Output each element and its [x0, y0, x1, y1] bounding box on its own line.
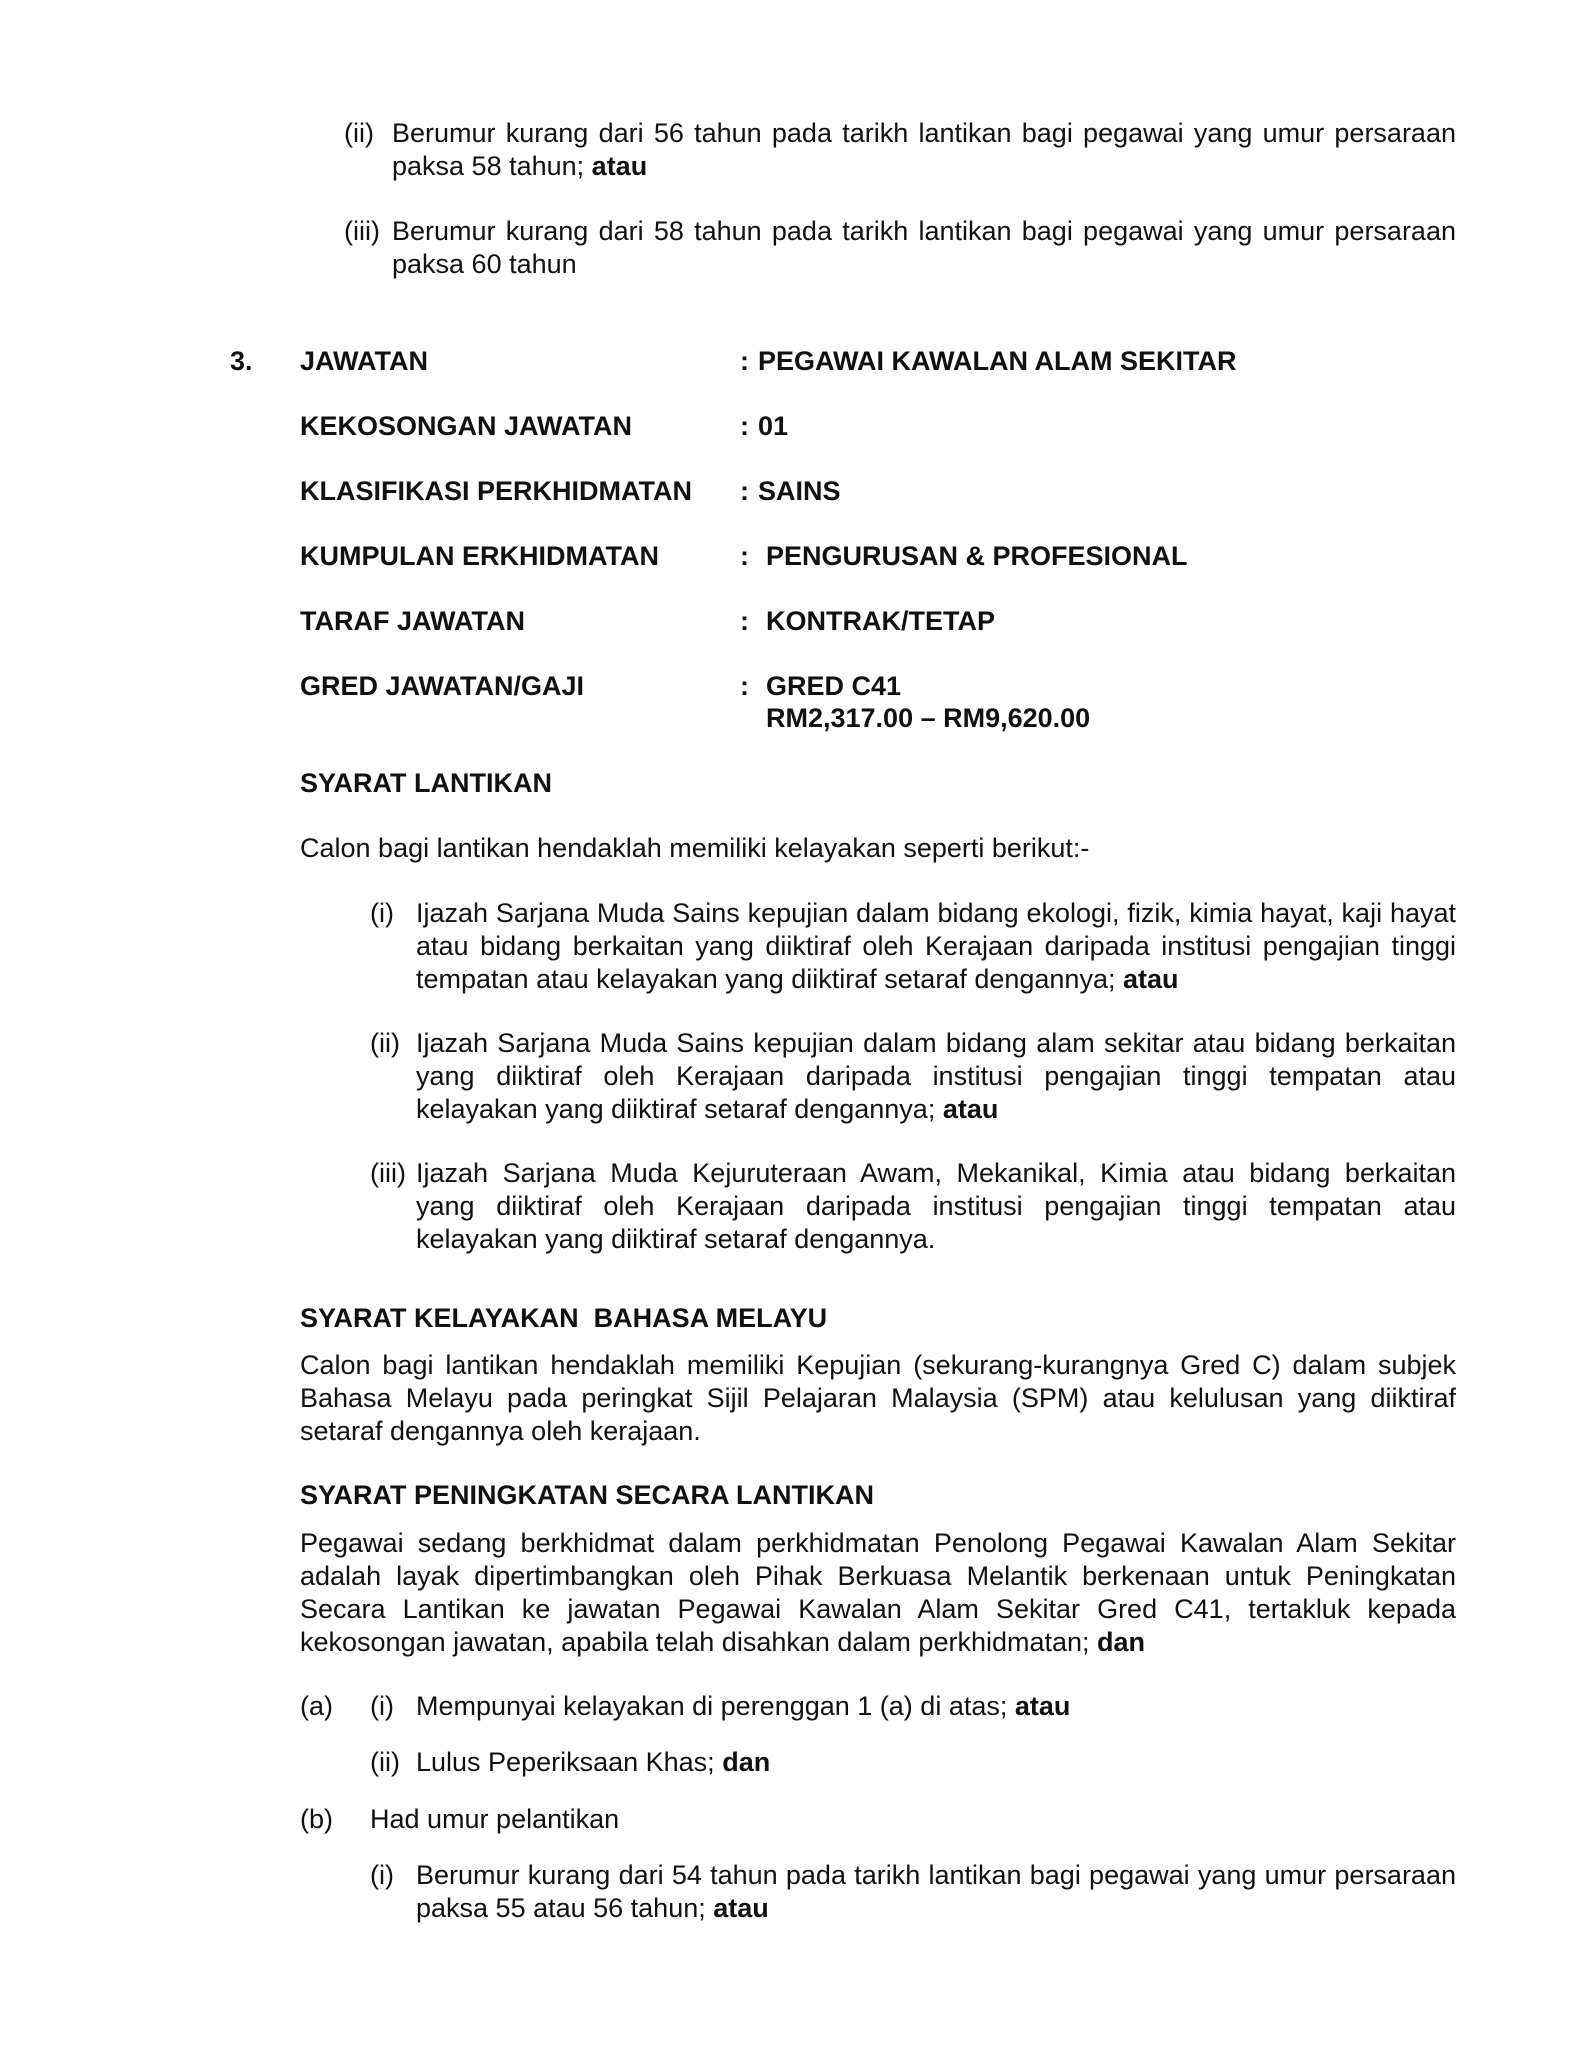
- list-item-text: [416, 1746, 770, 1779]
- list-item-body: Berumur kurang dari 54 tahun pada tarikh lantikan bagi pegawai yang umur persaraan paksa 55 atau 56 tahun;: [416, 1860, 1456, 1923]
- section-heading: SYARAT LANTIKAN: [300, 768, 553, 798]
- field-colon: :: [740, 606, 749, 636]
- field-value-gaji: RM2,317.00 – RM9,620.00: [766, 703, 1091, 733]
- list-item-text: [392, 117, 1456, 183]
- list-item-text: Had umur pelantikan: [370, 1804, 620, 1834]
- field-colon: :: [740, 541, 749, 571]
- list-marker: (i): [370, 898, 394, 928]
- list-item-connector: atau: [942, 1094, 999, 1124]
- list-marker: (ii): [370, 1747, 400, 1777]
- list-item-body: Ijazah Sarjana Muda Sains kepujian dalam bidang alam sekitar atau bidang berkaitan yang diiktiraf oleh Kerajaan daripada institusi pengajian tinggi tempatan atau kelayakan yang diiktiraf setaraf dengannya;: [416, 1028, 1456, 1124]
- paragraph-connector: dan: [1097, 1627, 1146, 1657]
- section-paragraph: Calon bagi lantikan hendaklah memiliki Kepujian (sekurang-kurangnya Gred C) dalam subjek Bahasa Melayu pada peringkat Sijil Pelajaran Malaysia (SPM) atau kelulusan yang diiktiraf setaraf dengannya oleh kerajaan.: [300, 1350, 1456, 1446]
- list-item-body: Berumur kurang dari 58 tahun pada tarikh lantikan bagi pegawai yang umur persaraan paksa 60 tahun: [392, 216, 1456, 279]
- section-heading: SYARAT PENINGKATAN SECARA LANTIKAN: [300, 1480, 875, 1510]
- list-marker: (i): [370, 1691, 394, 1721]
- list-item-body: Ijazah Sarjana Muda Sains kepujian dalam bidang ekologi, fizik, kimia hayat, kaji hayat atau bidang berkaitan yang diiktiraf oleh Kerajaan daripada institusi pengajian tinggi tempatan atau kelayakan yang diiktiraf setaraf dengannya;: [416, 898, 1456, 994]
- list-item-text: [416, 1690, 1070, 1723]
- list-item-text: [416, 1027, 1456, 1126]
- field-colon: :: [740, 476, 749, 506]
- list-item-body: Lulus Peperiksaan Khas;: [416, 1747, 715, 1777]
- field-value-klasifikasi: SAINS: [758, 476, 841, 506]
- field-colon: :: [740, 671, 749, 701]
- list-marker: (ii): [344, 118, 374, 148]
- field-colon: :: [740, 346, 749, 376]
- field-value-gred: GRED C41: [766, 671, 902, 701]
- list-item-body: Mempunyai kelayakan di perenggan 1 (a) di atas;: [416, 1691, 1008, 1721]
- list-item-text: [416, 1157, 1456, 1256]
- field-value-jawatan: PEGAWAI KAWALAN ALAM SEKITAR: [758, 346, 1237, 376]
- field-label-kumpulan: KUMPULAN ERKHIDMATAN: [300, 541, 659, 571]
- list-item-connector: atau: [591, 151, 648, 181]
- list-item-body: Berumur kurang dari 56 tahun pada tarikh lantikan bagi pegawai yang umur persaraan paksa 58 tahun;: [392, 118, 1456, 181]
- field-label-taraf: TARAF JAWATAN: [300, 606, 525, 636]
- list-item-text: [392, 215, 1456, 281]
- field-label-jawatan: JAWATAN: [300, 346, 428, 376]
- field-colon: :: [740, 411, 749, 441]
- list-item-connector: atau: [1122, 964, 1179, 994]
- section-heading: SYARAT KELAYAKAN BAHASA MELAYU: [300, 1303, 828, 1333]
- list-item-text: [416, 1859, 1456, 1925]
- field-value-taraf: KONTRAK/TETAP: [766, 606, 995, 636]
- list-marker-b: (b): [300, 1804, 333, 1834]
- field-label-kekosongan: KEKOSONGAN JAWATAN: [300, 411, 633, 441]
- field-value-kumpulan: PENGURUSAN & PROFESIONAL: [766, 541, 1188, 571]
- paragraph-body: Pegawai sedang berkhidmat dalam perkhidmatan Penolong Pegawai Kawalan Alam Sekitar adalah layak dipertimbangkan oleh Pihak Berkuasa Melantik berkenaan untuk Peningkatan Secara Lantikan ke jawatan Pegawai Kawalan Alam Sekitar Gred C41, tertakluk kepada kekosongan jawatan, apabila telah disahkan dalam perkhidmatan;: [300, 1528, 1456, 1657]
- list-item-connector: atau: [1014, 1691, 1071, 1721]
- section-paragraph: [300, 1527, 1456, 1659]
- list-item-body: Ijazah Sarjana Muda Kejuruteraan Awam, Mekanikal, Kimia atau bidang berkaitan yang diiktiraf oleh Kerajaan daripada institusi pengajian tinggi tempatan atau kelayakan yang diiktiraf setaraf dengannya.: [416, 1158, 1456, 1254]
- list-marker-a: (a): [300, 1691, 333, 1721]
- field-value-kekosongan: 01: [758, 411, 789, 441]
- list-marker: (ii): [370, 1028, 400, 1058]
- list-item-text: [416, 897, 1456, 996]
- section-intro: Calon bagi lantikan hendaklah memiliki kelayakan seperti berikut:-: [300, 833, 1090, 863]
- list-item-connector: dan: [722, 1747, 771, 1777]
- list-marker: (iii): [344, 216, 380, 246]
- list-item-connector: atau: [713, 1893, 769, 1923]
- list-marker: (iii): [370, 1158, 406, 1188]
- field-label-gred: GRED JAWATAN/GAJI: [300, 671, 585, 701]
- section-number: 3.: [230, 346, 253, 376]
- field-label-klasifikasi: KLASIFIKASI PERKHIDMATAN: [300, 476, 692, 506]
- list-marker: (i): [370, 1860, 394, 1890]
